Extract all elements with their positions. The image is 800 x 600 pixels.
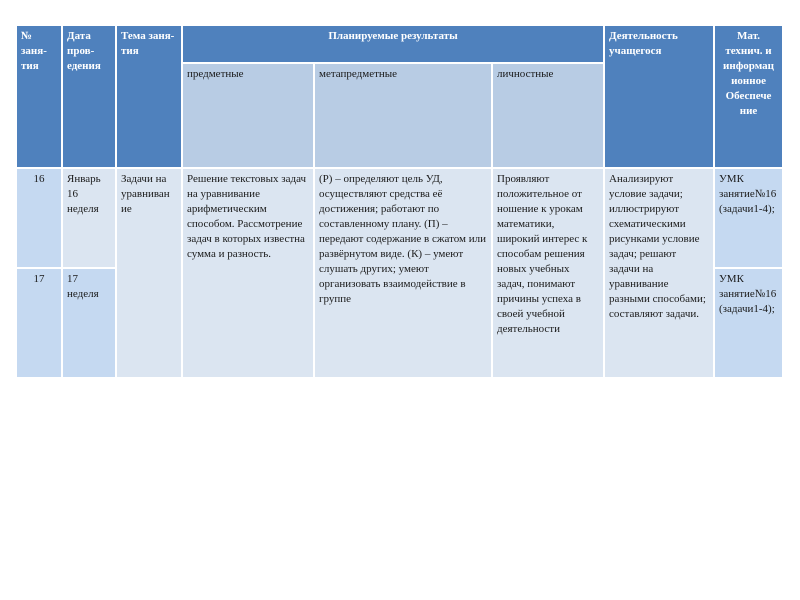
header-topic: Тема заня-тия	[116, 25, 182, 168]
header-activity: Деятельность учащегося	[604, 25, 714, 168]
row-16-num: 16	[16, 168, 62, 268]
header-material: Мат. технич. и информац ионное Обеспече ние	[714, 25, 783, 168]
subheader-subject: предметные	[182, 63, 314, 168]
header-date: Дата пров-едения	[62, 25, 116, 168]
row-16-date: Январь 16 неделя	[62, 168, 116, 268]
row-16-personal-results: Проявляют положительное от ношение к урокам математики, широкий интерес к способам решения новых учебных задач, понимают причины успеха в своей учебной деятельности	[492, 168, 604, 378]
row-17-num: 17	[16, 268, 62, 378]
row-17-date: 17 неделя	[62, 268, 116, 378]
subheader-personal: личностные	[492, 63, 604, 168]
row-17-material: УМК занятие№16 (задачи1-4);	[714, 268, 783, 378]
header-num: № заня-тия	[16, 25, 62, 168]
row-16-activity: Анализируют условие задачи; иллюстрируют схематическими рисунками условие задач; решают задачи на уравнивание разными способами; составляют задачи.	[604, 168, 714, 378]
row-16-material: УМК занятие№16 (задачи1-4);	[714, 168, 783, 268]
subheader-meta: метапредметные	[314, 63, 492, 168]
header-planned-results: Планируемые результаты	[182, 25, 604, 63]
row-16-subject-results: Решение текстовых задач на уравнивание арифметическим способом. Рассмотрение задач в которых известна сумма и разность.	[182, 168, 314, 378]
row-16-meta-results: (Р) – определяют цель УД, осуществляют средства её достижения; работают по составленному плану. (П) – передают содержание в сжатом или развёрнутом виде. (К) – умеют слушать других; умеют организовать взаимодействие в группе	[314, 168, 492, 378]
row-16-topic: Задачи на уравниван ие	[116, 168, 182, 378]
lesson-plan-table	[15, 24, 784, 379]
